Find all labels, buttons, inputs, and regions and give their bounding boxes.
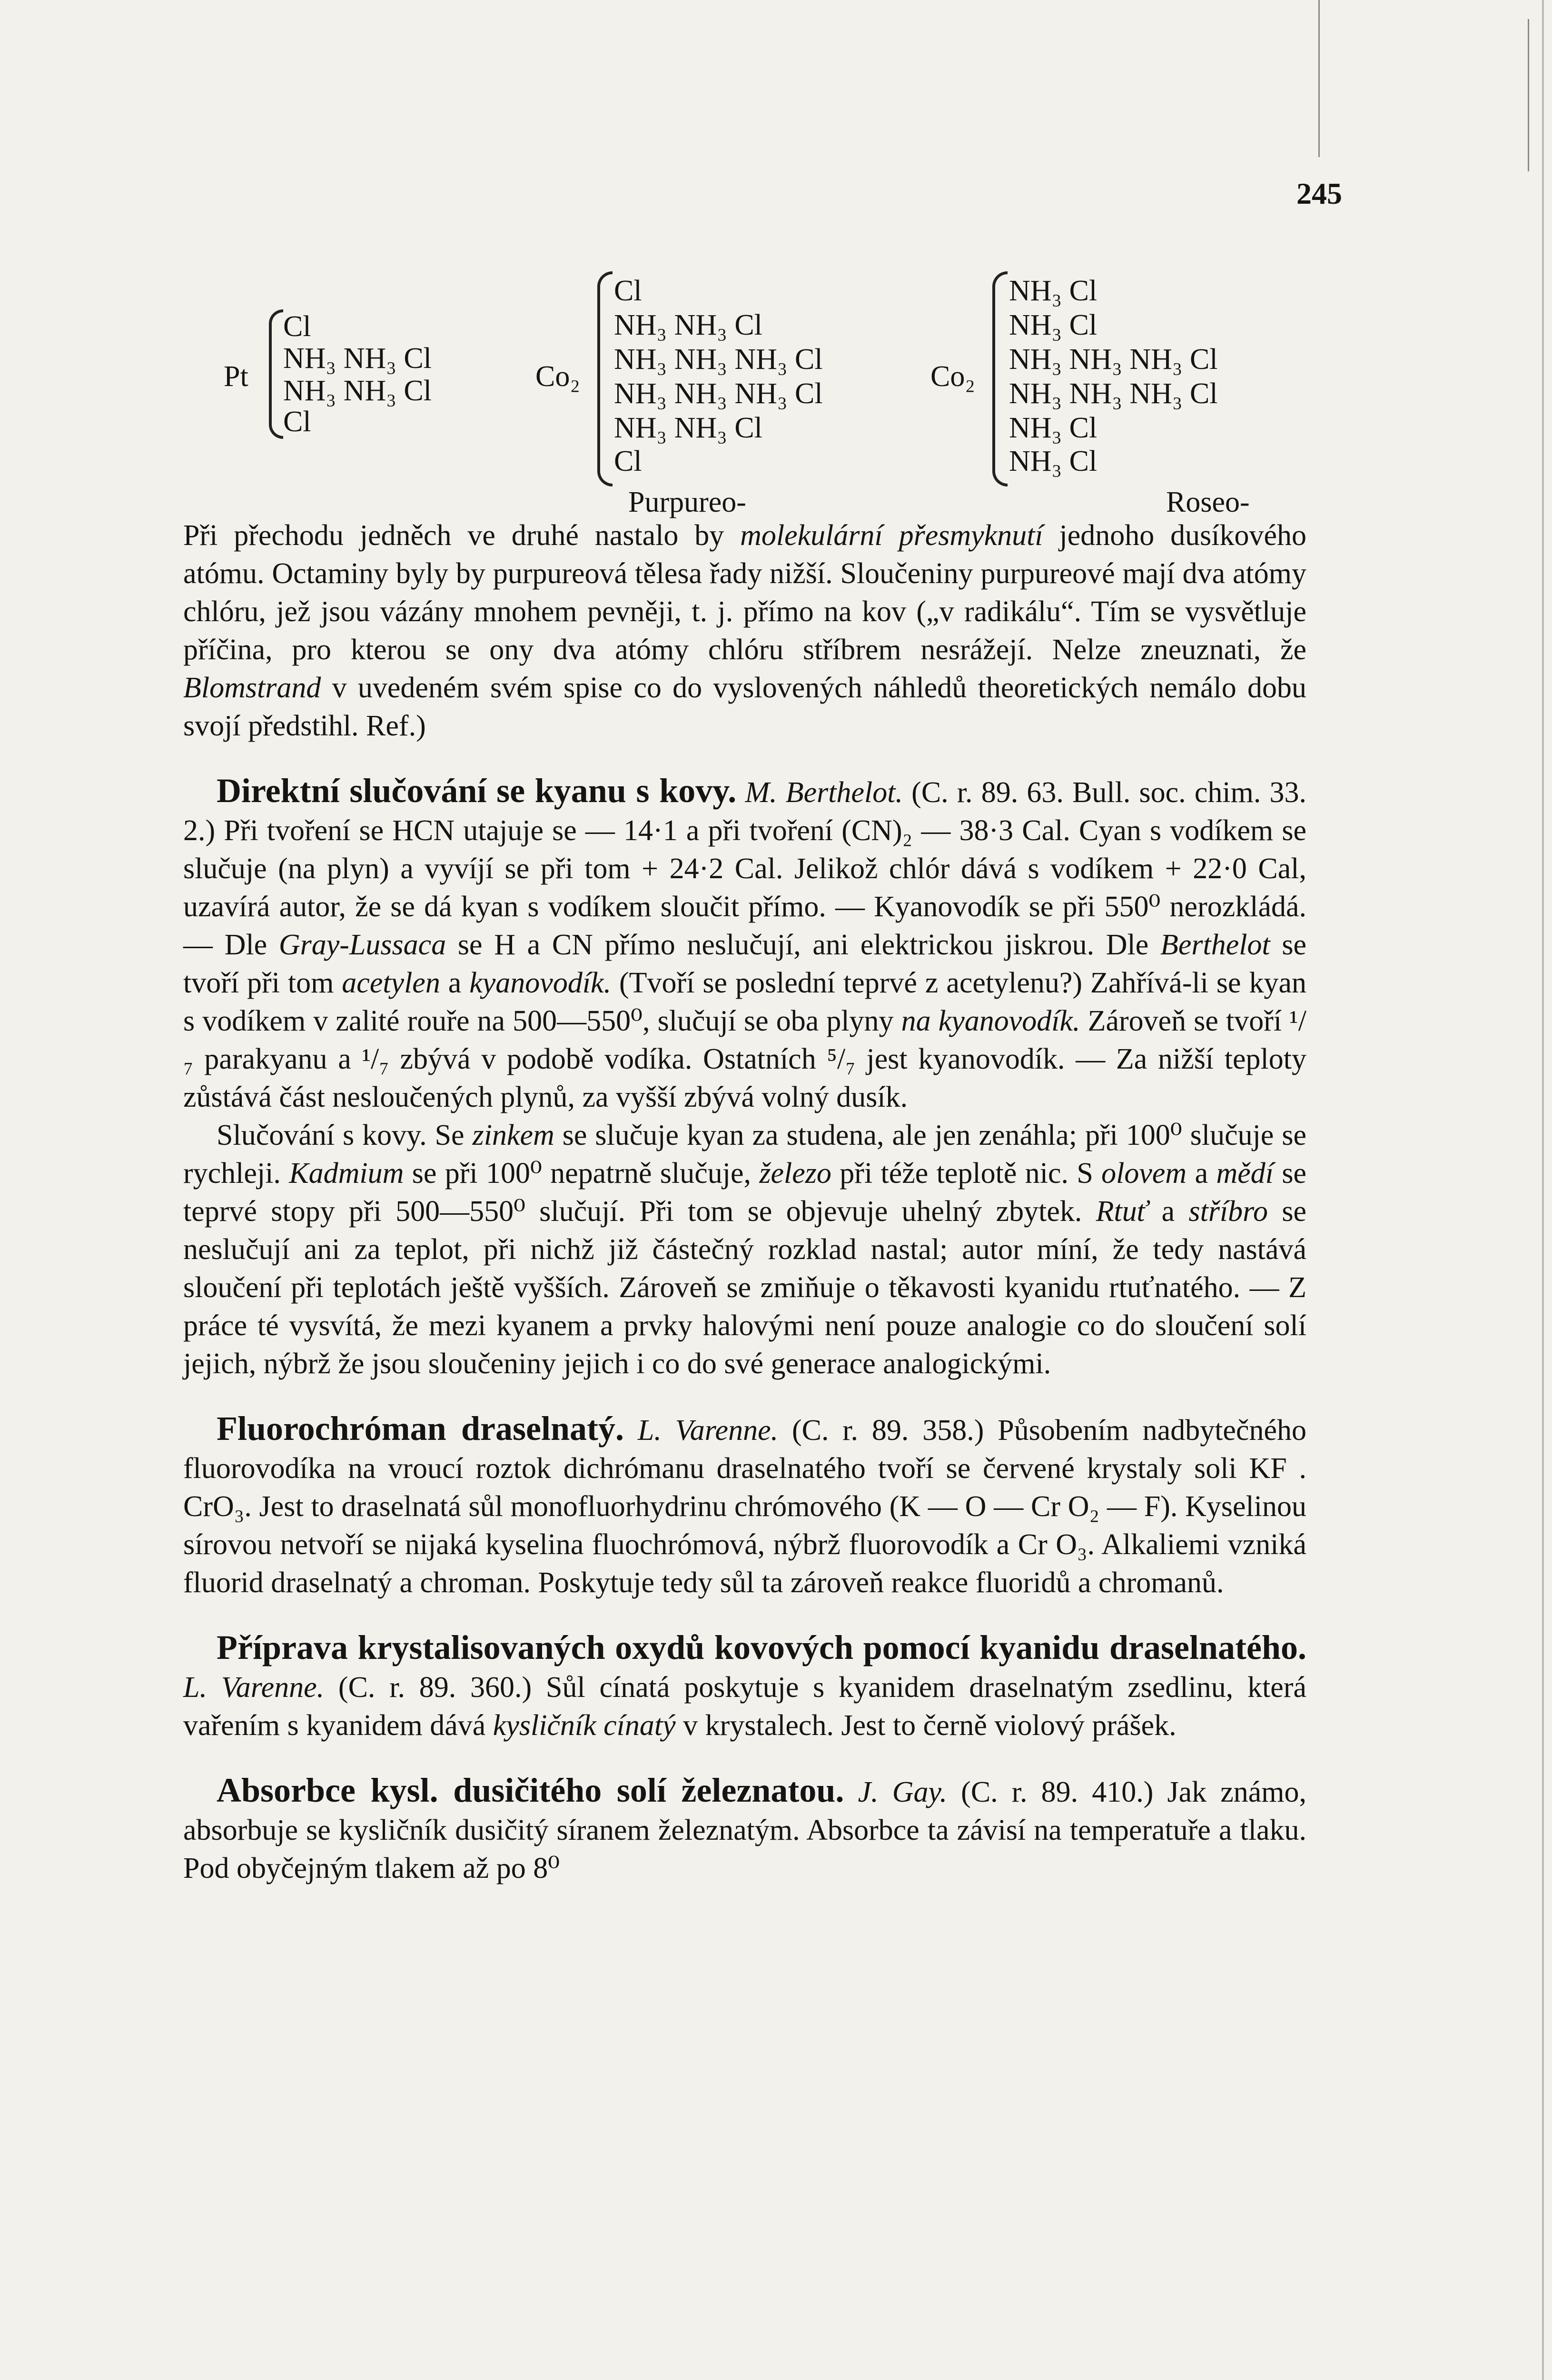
scan-edge-line: [1542, 0, 1544, 2380]
text-run: v uvedeném svém spise co do vyslovených náhledů theoretických nemálo dobu svojí předstihl. Ref.): [183, 672, 1306, 742]
formula-line: NH₃ Cl: [1009, 309, 1097, 341]
text-run: (C. r. 89. 360.) Sůl cínatá poskytuje s kyanidem draselnatým zsedlinu, která vařením s kyanidem dává: [183, 1671, 1306, 1742]
body-text: [183, 516, 1306, 1887]
formula-prefix: Pt: [224, 360, 248, 393]
formula-line: Cl: [614, 445, 642, 477]
text-run: (C. r. 89. 410.) Jak známo, absorbuje se kysličník dusičitý síranem železnatým. Absorbce ta závisí na temperatuře a tlaku. Pod obyčejným tlakem až po 8⁰: [183, 1776, 1306, 1884]
section-heading: Fluorochróman draselnatý.: [217, 1409, 624, 1448]
formula-caption: Roseo-: [1166, 486, 1250, 518]
text-italic: stříbro: [1188, 1195, 1268, 1228]
section-author: J. Gay.: [858, 1776, 948, 1808]
text-run: jednoho dusíkového atómu. Octaminy byly by purpureová tělesa řady nižší. Sloučeniny purpureové mají dva atómy chlóru, jež jsou vázány mnohem pevněji, t. j. přímo na kov („v radikálu“. Tím se vysvětluje příčina, pro kterou se ony dva atómy chlóru stříbrem nesrážejí. Nelze zneuznati, že: [183, 519, 1306, 666]
section-heading: Absorbce kysl. dusičitého solí železnatou.: [217, 1771, 844, 1809]
section-heading: Příprava krystalisovaných oxydů kovových pomocí kyanidu draselnatého.: [217, 1628, 1306, 1666]
formula-line: NH₃ NH₃ NH₃ Cl: [614, 377, 823, 410]
scan-edge-line: [1318, 0, 1320, 157]
text-italic: acetylen: [342, 967, 440, 999]
formula-line: NH₃ NH₃ NH₃ Cl: [614, 343, 823, 376]
section-author: L. Varenne.: [637, 1414, 779, 1447]
text-italic: mědí: [1216, 1157, 1274, 1190]
text-run: se H a CN přímo neslučují, ani elektrickou jiskrou. Dle: [446, 929, 1160, 961]
text-run: se při 100⁰ nepatrně slučuje,: [404, 1157, 760, 1190]
text-italic: Blomstrand: [183, 672, 321, 704]
text-italic: molekulární přesmyknutí: [740, 519, 1043, 552]
formula-line: NH₃ Cl: [1009, 275, 1097, 307]
scan-edge-line: [1528, 19, 1529, 171]
section-paragraph: [183, 1409, 1306, 1602]
section-author: L. Varenne.: [183, 1671, 325, 1704]
text-run: (C. r. 89. 63. Bull. soc. chim. 33. 2.) Při tvoření se HCN utajuje se — 14·1 a při tvoření (CN)₂ — 38·3 Cal. Cyan s vodíkem se slučuje (na plyn) a vyvíjí se při tom + 24·2 Cal. Jelikož chlór dává s vodíkem + 22·0 Cal, uzavírá autor, že se dá kyan s vodíkem sloučit přímo. — Kyanovodík se při 550⁰ nerozkládá. — Dle: [183, 776, 1306, 961]
text-run: Zároveň se tvoří ¹/₇ parakyanu a ¹/₇ zbývá v podobě vodíka. Ostatních ⁵/₇ jest kyanovodík. — Za nižší teploty zůstává část nesloučených plynů, za vyšší zbývá volný dusík.: [183, 1005, 1306, 1113]
text-italic: Rtuť: [1096, 1195, 1148, 1228]
text-run: se tvoří při tom: [183, 929, 1307, 999]
text-italic: Berthelot: [1160, 929, 1270, 961]
intro-paragraph: [183, 516, 1306, 745]
formula-pt: [224, 305, 509, 447]
text-run: se teprvé stopy při 500—550⁰ slučují. Při tom se objevuje uhelný zbytek.: [183, 1157, 1306, 1228]
text-italic: kyanovodík.: [469, 967, 612, 999]
formula-brace: [269, 309, 283, 439]
formula-brace: [992, 271, 1008, 486]
formula-line: NH₃ NH₃ Cl: [283, 342, 432, 375]
text-italic: na kyanovodík.: [901, 1005, 1080, 1037]
section-paragraph: [183, 1628, 1306, 1745]
text-run: a: [1147, 1195, 1189, 1228]
formula-line: Cl: [614, 275, 642, 307]
text-run: v krystalech. Jest to černě violový prášek.: [675, 1709, 1176, 1742]
formula-brace: [597, 271, 613, 486]
page-number: 245: [1296, 177, 1342, 210]
section-author: M. Berthelot.: [745, 776, 903, 809]
text-italic: kysličník cínatý: [493, 1709, 676, 1742]
text-run: se neslučují ani za teplot, při nichž již částečný rozklad nastal; autor míní, že tedy nastává sloučení při teplotách ještě vyšších. Zároveň se zmiňuje o těkavosti kyanidu rtuťnatého. — Z práce té vysvítá, že mezi kyanem a prvky halovými není pouze analogie co do sloučení solí jejich, nýbrž že jsou sloučeniny jejich i co do své generace analogickými.: [183, 1195, 1306, 1380]
formula-line: NH₃ Cl: [1009, 412, 1097, 444]
formula-line: NH₃ NH₃ Cl: [614, 412, 762, 444]
formula-line: Cl: [283, 406, 311, 438]
section-heading: Direktní slučování se kyanu s kovy.: [217, 772, 737, 810]
formula-prefix: Co₂: [930, 360, 975, 393]
text-run: při téže teplotě nic. S: [831, 1157, 1102, 1190]
section-paragraph: [183, 1116, 1306, 1383]
formula-prefix: Co₂: [535, 360, 580, 393]
text-run: (Tvoří se poslední teprvé z acetylenu?) Zahřívá-li se kyan s vodíkem v zalité rouře na 500—550⁰, slučují se oba plyny: [183, 967, 1306, 1037]
text-run: Při přechodu jedněch ve druhé nastalo by: [183, 519, 741, 552]
text-run: Slučování s kovy. Se: [217, 1119, 473, 1151]
formula-line: NH₃ Cl: [1009, 445, 1097, 477]
text-italic: olovem: [1101, 1157, 1187, 1190]
text-italic: Gray-Lussaca: [278, 929, 446, 961]
formula-line: NH₃ NH₃ Cl: [614, 309, 762, 341]
section-paragraph: [183, 772, 1306, 1116]
text-run: se slučuje kyan za studena, ale jen zenáhla; při 100⁰ slučuje se rychleji.: [183, 1119, 1306, 1190]
formula-line: NH₃ NH₃ NH₃ Cl: [1009, 343, 1218, 376]
formula-purpureo: [535, 267, 916, 505]
section-paragraph: [183, 1771, 1306, 1887]
text-italic: Kadmium: [289, 1157, 404, 1190]
text-run: a: [440, 967, 470, 999]
text-run: a: [1186, 1157, 1216, 1190]
text-run: (C. r. 89. 358.) Působením nadbytečného fluorovodíka na vroucí roztok dichrómanu draselnatého tvoří se červené krystaly soli KF . CrO₃. Jest to draselnatá sůl monofluorhydrinu chrómového (K — O — Cr O₂ — F). Kyselinou sírovou netvoří se nijaká kyselina fluochrómová, nýbrž fluorovodík a Cr O₃. Alkaliemi vzniká fluorid draselnatý a chroman. Poskytuje tedy sůl ta zároveň reakce fluoridů a chromanů.: [183, 1414, 1306, 1599]
text-italic: zinkem: [472, 1119, 554, 1151]
formula-line: NH₃ NH₃ NH₃ Cl: [1009, 377, 1218, 410]
formula-line: NH₃ NH₃ Cl: [283, 375, 432, 407]
formula-caption: Purpureo-: [628, 486, 746, 518]
formula-roseo: [930, 267, 1311, 505]
formula-line: Cl: [283, 310, 311, 343]
text-italic: železo: [759, 1157, 831, 1190]
